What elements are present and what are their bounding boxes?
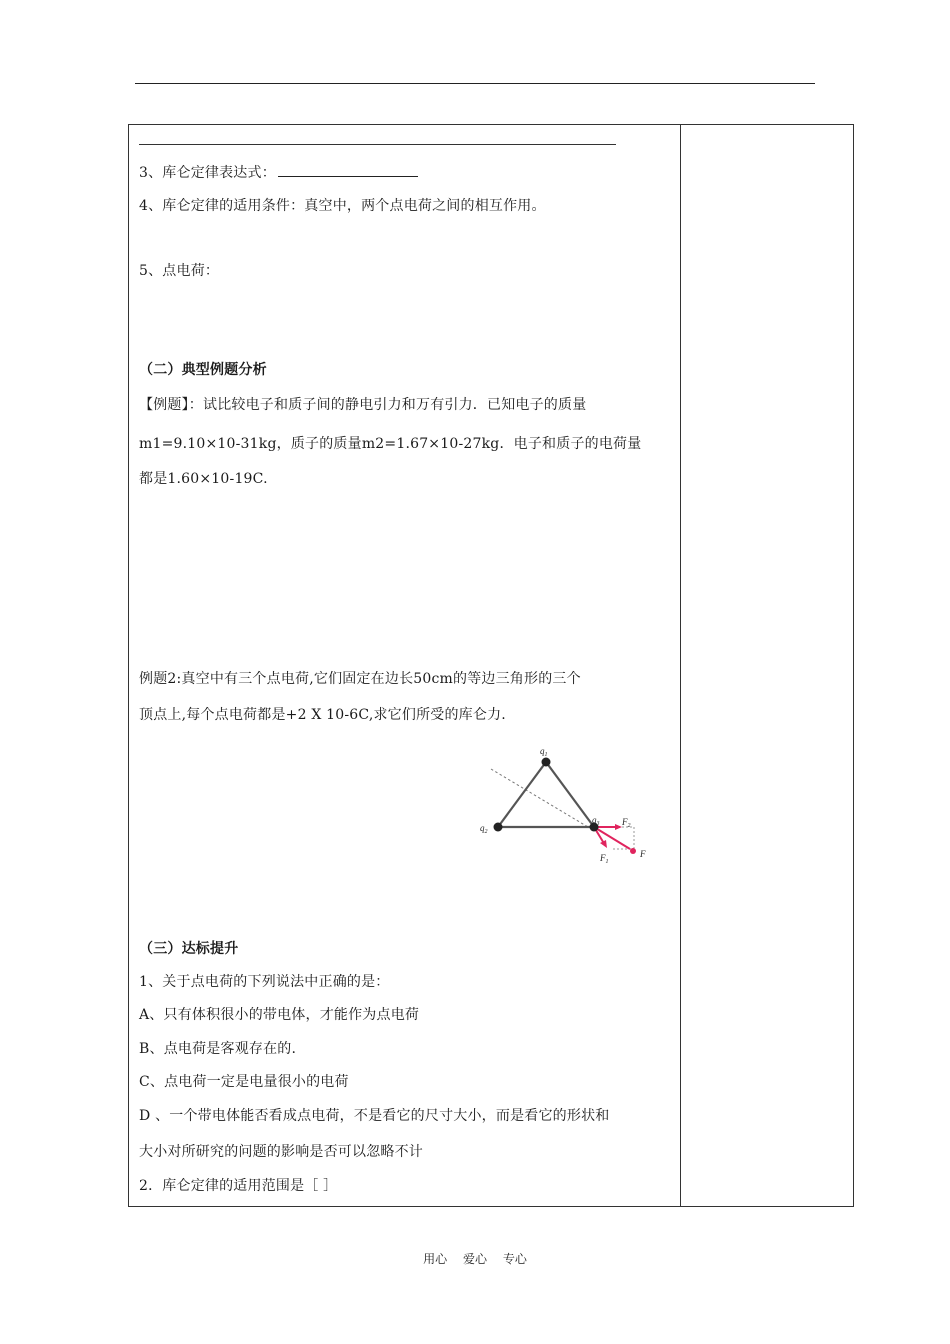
charge-q1 <box>542 758 551 767</box>
footer-word-2: 爱心 <box>462 1252 487 1266</box>
question-1-option-d-line-1: D 、一个带电体能否看成点电荷，不是看它的尺寸大小，而是看它的形状和 <box>139 1108 610 1124</box>
charge-q2 <box>494 823 503 832</box>
label-F2: $F_2$ <box>622 817 631 829</box>
answer-line <box>139 144 616 145</box>
question-1-option-d-line-2: 大小对所研究的问题的影响是否可以忽略不计 <box>139 1144 423 1160</box>
triangle-charge-figure <box>476 745 666 885</box>
item-4: 4、库仑定律的适用条件：真空中，两个点电荷之间的相互作用。 <box>139 198 546 214</box>
label-F: F <box>640 849 646 859</box>
question-1: 1、关于点电荷的下列说法中正确的是： <box>139 974 390 990</box>
triangle-right-edge <box>546 762 594 827</box>
question-1-option-c: C、点电荷一定是电量很小的电荷 <box>139 1074 349 1090</box>
label-q2: $q_2$ <box>480 823 488 835</box>
section-3-title: （三）达标提升 <box>139 941 239 957</box>
example-2-line-1: 例题2:真空中有三个点电荷,它们固定在边长50cm的等边三角形的三个 <box>139 671 581 687</box>
section-2-title: （二）典型例题分析 <box>139 362 267 378</box>
question-1-option-a: A、只有体积很小的带电体，才能作为点电荷 <box>139 1007 420 1023</box>
label-q3: $q_3$ <box>592 815 600 827</box>
question-1-option-b: B、点电荷是客观存在的. <box>139 1041 297 1057</box>
force-f-arrow <box>594 827 630 849</box>
page-footer <box>0 1250 950 1267</box>
force-f2-arrowhead <box>615 824 622 830</box>
triangle-left-edge <box>498 762 546 827</box>
header-rule <box>135 83 815 84</box>
label-q1: $q_1$ <box>540 746 548 758</box>
column-divider <box>680 124 681 1207</box>
example-2-line-2: 顶点上,每个点电荷都是+2 X 10-6C,求它们所受的库仑力. <box>139 707 506 723</box>
example-1-line-3: 都是1.60×10-19C. <box>139 471 268 487</box>
example-1-line-2: m1=9.10×10-31kg，质子的质量m2=1.67×10-27kg．电子和质子的电荷量 <box>139 436 642 452</box>
expression-blank[interactable] <box>278 162 418 177</box>
footer-word-1: 用心 <box>423 1252 448 1266</box>
footer-word-3: 专心 <box>502 1252 527 1266</box>
item-5: 5、点电荷： <box>139 263 220 279</box>
example-1-line-1: 【例题】：试比较电子和质子间的静电引力和万有引力．已知电子的质量 <box>139 397 587 413</box>
force-f-tip <box>630 848 636 854</box>
label-F1: $F_1$ <box>600 853 609 865</box>
question-2: 2．库仑定律的适用范围是［ ］ <box>139 1178 338 1194</box>
item-3: 3、库仑定律表达式： <box>139 162 418 182</box>
